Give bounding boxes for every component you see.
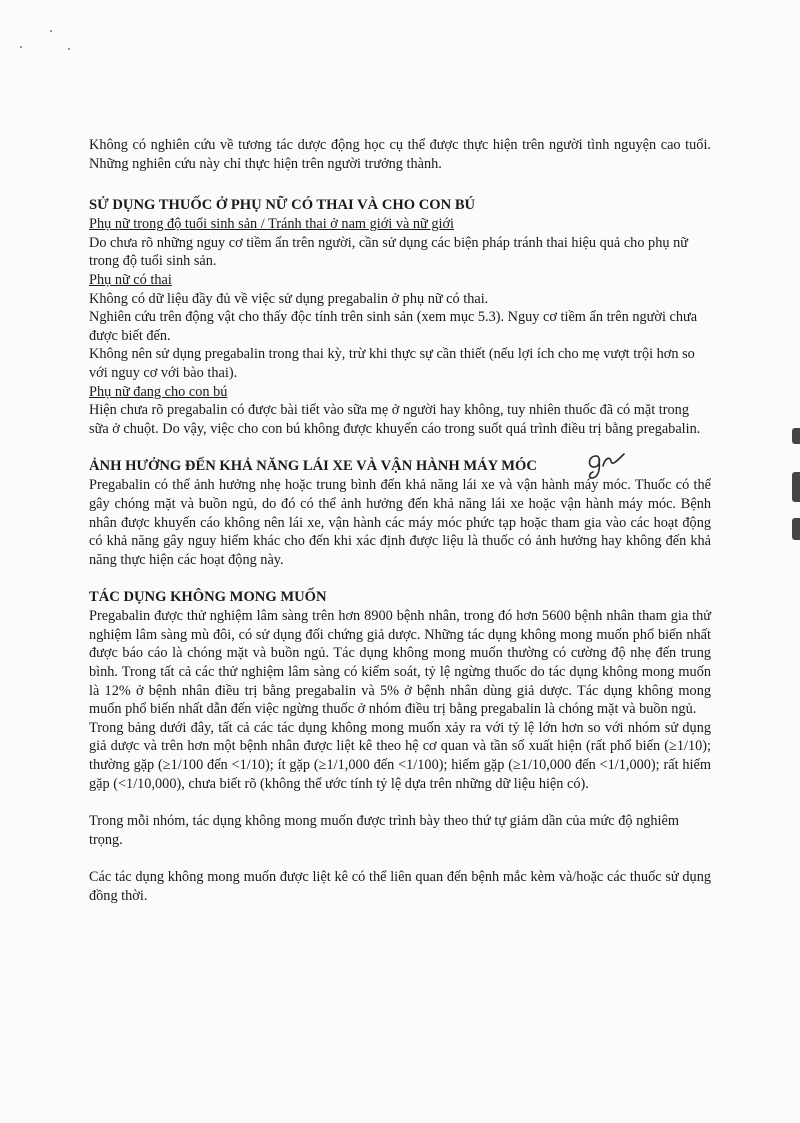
paragraph-pregnant-1: Không có dữ liệu đầy đủ về việc sử dụng pregabalin ở phụ nữ có thai.	[89, 290, 489, 307]
paragraph-adverse-4: Các tác dụng không mong muốn được liệt kê có thể liên quan đến bệnh mắc kèm và/hoặc các thuốc sử dụng đồng thời.	[89, 869, 711, 904]
paragraph-contraception: Do chưa rõ những nguy cơ tiềm ẩn trên người, cần sử dụng các biện pháp tránh thai hiệu quả cho phụ nữ trong độ tuổi sinh sản.	[89, 234, 688, 270]
section-title-pregnancy: SỬ DỤNG THUỐC Ở PHỤ NỮ CÓ THAI VÀ CHO CON BÚ	[89, 197, 476, 214]
subheading-contraception: Phụ nữ trong độ tuổi sinh sản / Tránh thai ở nam giới và nữ giới	[89, 216, 455, 233]
paragraph-adverse-3: Trong mỗi nhóm, tác dụng không mong muốn được trình bày theo thứ tự giảm dần của mức độ nghiêm trọng.	[89, 813, 679, 848]
scan-edge-mark	[792, 472, 800, 502]
scan-edge-mark	[792, 518, 800, 540]
intro-paragraph: Không có nghiên cứu về tương tác dược động học cụ thể được thực hiện trên người tình nguyện cao tuổi. Những nghiên cứu này chỉ thực hiện trên người trưởng thành.	[89, 137, 711, 172]
section-title-driving: ẢNH HƯỞNG ĐẾN KHẢ NĂNG LÁI XE VÀ VẬN HÀNH MÁY MÓC	[89, 458, 537, 475]
section-title-adverse-effects: TÁC DỤNG KHÔNG MONG MUỐN	[89, 589, 327, 606]
document-body	[89, 136, 711, 906]
paragraph-pregnant-2: Nghiên cứu trên động vật cho thấy độc tính trên sinh sản (xem mục 5.3). Nguy cơ tiềm ẩn trên người chưa được biết đến.	[89, 309, 698, 344]
paragraph-adverse-1: Pregabalin được thử nghiệm lâm sàng trên hơn 8900 bệnh nhân, trong đó hơn 5600 bệnh nhân tham gia thử nghiệm lâm sàng mù đôi, có sử dụng đối chứng giả dược. Những tác dụng không mong muốn phổ biến nhất được báo cáo là chóng mặt và buồn ngủ. Tác dụng không mong muốn thường có cường độ nhẹ đến trung bình. Trong tất cả các thử nghiệm lâm sàng có kiểm soát, tỷ lệ ngừng thuốc do tác dụng không mong muốn là 12% ở bệnh nhân điều trị bằng pregabalin và 5% ở bệnh nhân dùng giả dược. Tác dụng không mong muốn phổ biến nhất dẫn đến việc ngừng thuốc ở nhóm điều trị bằng pregabalin là chóng mặt và buồn ngủ.	[89, 608, 711, 718]
paragraph-pregnant-3: Không nên sử dụng pregabalin trong thai kỳ, trừ khi thực sự cần thiết (nếu lợi ích cho mẹ vượt trội hơn so với nguy cơ với bào thai).	[89, 346, 695, 381]
paragraph-adverse-2: Trong bảng dưới đây, tất cả các tác dụng không mong muốn xảy ra với tỷ lệ lớn hơn so với nhóm sử dụng giả dược và trên hơn một bệnh nhân được liệt kê theo hệ cơ quan và tần số xuất hiện (rất phổ biến (≥1/10); thường gặp (≥1/100 đến <1/10); ít gặp (≥1/1,000 đến <1/100); hiếm gặp (≥1/10,000 đến <1/1,000); rất hiếm gặp (<1/10,000), chưa biết rõ (không thể ước tính tỷ lệ dựa trên những dữ liệu hiện có).	[89, 719, 711, 792]
paragraph-driving: Pregabalin có thể ảnh hưởng nhẹ hoặc trung bình đến khả năng lái xe và vận hành máy móc. Thuốc có thể gây chóng mặt và buồn ngủ, do đó có thể ảnh hưởng đến khả năng lái xe hoặc vận hành máy móc. Bệnh nhân được khuyến cáo không nên lái xe, vận hành các máy móc phức tạp hoặc tham gia vào các hoạt động có khả năng gây nguy hiểm khác cho đến khi xác định được liệu là thuốc có ảnh hưởng hay không đến khả năng thực hiện các hoạt động này.	[89, 477, 711, 568]
subheading-breastfeeding: Phụ nữ đang cho con bú	[89, 383, 228, 400]
scan-edge-mark	[792, 428, 800, 444]
subheading-pregnant-women: Phụ nữ có thai	[89, 271, 172, 288]
paragraph-breastfeeding: Hiện chưa rõ pregabalin có được bài tiết vào sữa mẹ ở người hay không, tuy nhiên thuốc đã có mặt trong sữa ở chuột. Do vậy, việc cho con bú không được khuyến cáo trong suốt quá trình điều trị bằng pregabalin.	[89, 402, 701, 437]
